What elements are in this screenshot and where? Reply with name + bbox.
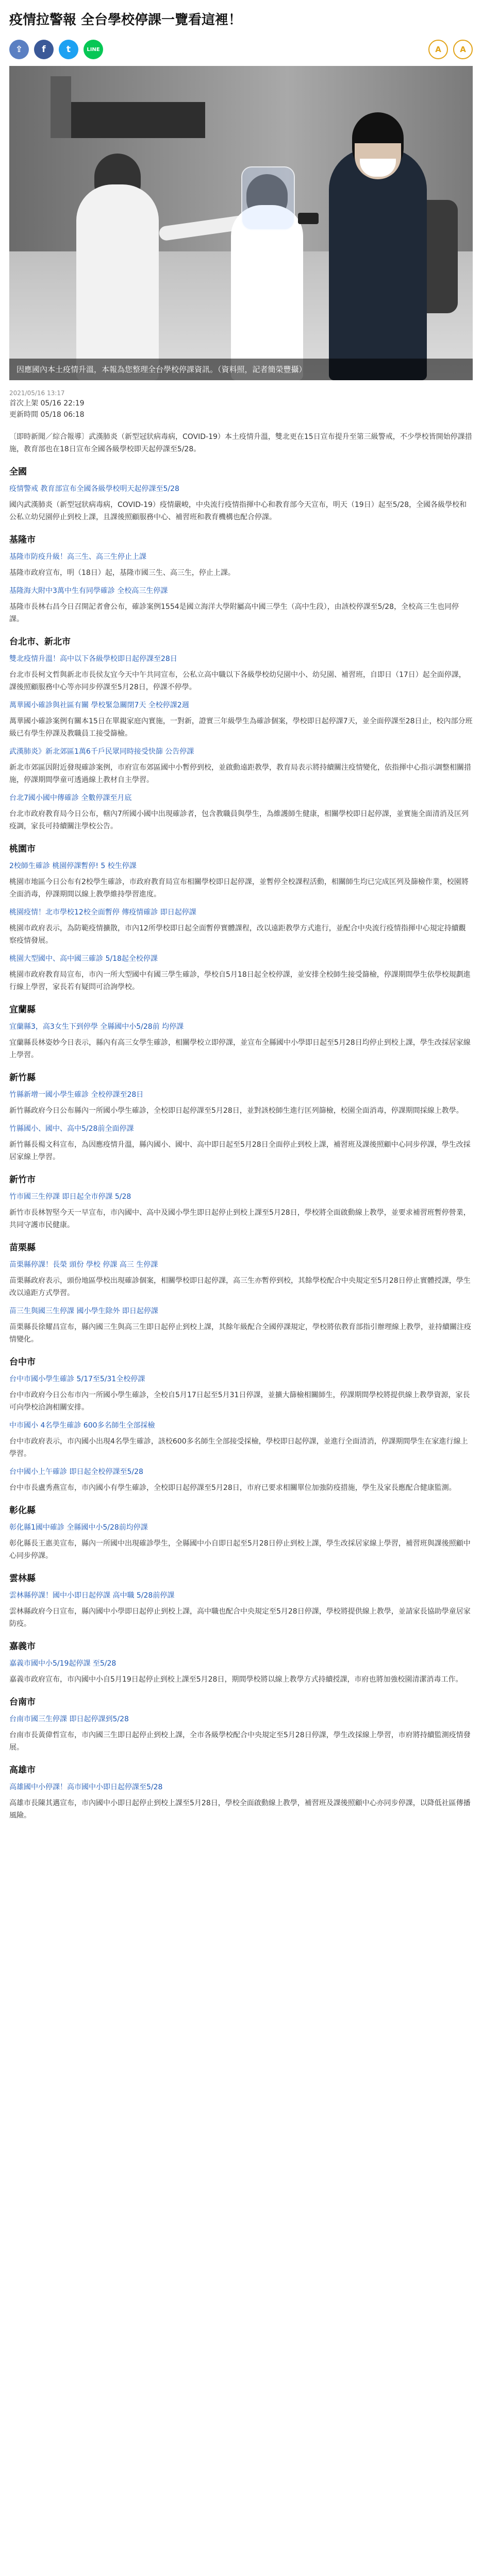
article-paragraph: 台南市長黃偉哲宣布，市內國三生即日起停止到校上課，全市各級學校配合中央規定至5月28日停課，學生改採線上學習，市府將持續監測疫情發展。 [9, 1731, 471, 1752]
related-news-link[interactable]: 嘉義市國中小5/19起停課 至5/28 [9, 1659, 117, 1668]
line-icon[interactable]: LINE [84, 40, 103, 59]
article-paragraph: 桃園市政府教育局宣布，市內一所大型國中有國三學生確診，學校自5月18日起全校停課，並安排全校師生接受篩檢，停課期間學生依學校規劃進行線上學習，家長若有疑問可洽詢學校。 [9, 971, 471, 991]
region-heading: 彰化縣 [9, 1505, 36, 1516]
article-paragraph: 新竹縣政府今日公布縣內一所國小學生確診，全校即日起停課至5月28日，並對該校師生進行匡列篩檢，校園全面消毒，停課期間採線上教學。 [9, 1107, 463, 1115]
article-paragraph: 萬華國小確診案例有關本15日在單親家庭內實施，一對新，證實三年級學生為確診個案，學校即日起停課7天，並全面停課至28日止，校內部分班級已有學生停課及教職員工接受篩檢。 [9, 717, 473, 738]
twitter-icon[interactable]: t [59, 40, 78, 59]
related-news-link[interactable]: 台中市國小學生確診 5/17至5/31全校停課 [9, 1375, 145, 1383]
related-news-link[interactable]: 台中國小上午確診 即日起全校停課至5/28 [9, 1468, 143, 1476]
related-news-link[interactable]: 桃園大型國中、高中國三確診 5/18起全校停課 [9, 955, 158, 963]
related-news-link[interactable]: 台南市國三生停課 即日起停課到5/28 [9, 1715, 129, 1723]
share-toolbar [9, 38, 473, 61]
article-paragraph: 國內武漢肺炎（新型冠狀病毒病，COVID-19）疫情嚴峻，中央流行疫情指揮中心和教育部今天宣布，明天（19日）起至5/28，全國各級學校和公私立幼兒園停止到校上課，且課後照顧服務中心、補習班和教育機構也配合停課。 [9, 501, 467, 521]
region-heading: 桃園市 [9, 844, 36, 854]
article-headline: 疫情拉警報 全台學校停課一覽看這裡！ [9, 12, 242, 28]
share-buttons [9, 40, 103, 59]
related-news-link[interactable]: 台北7國小國中傳確診 全數停課至月底 [9, 794, 132, 802]
photo-caption: 因應國內本土疫情升溫，本報為您整理全台學校停課資訊。（資料照，記者簡榮豐攝） [9, 359, 473, 380]
related-news-link[interactable]: 苗三生與國三生停課 國小學生除外 即日起停課 [9, 1307, 158, 1315]
related-news-link[interactable]: 宜蘭縣3，高3女生下到停學 全縣國中小5/28前 均停課 [9, 1023, 184, 1031]
article-paragraph: 桃園市政府表示，為防範疫情擴散，市內12所學校即日起全面暫停實體課程，改以遠距教學方式進行，並配合中央流行疫情指揮中心規定持續觀察疫情發展。 [9, 924, 466, 945]
related-news-link[interactable]: 疫情警戒 教育部宣布全國各級學校明天起停課至5/28 [9, 485, 179, 493]
article-paragraph: 高雄市長陳其邁宣布，市內國中小即日起停止到校上課至5月28日，學校全面啟動線上教學，補習班及課後照顧中心亦同步停課，以降低社區傳播風險。 [9, 1799, 471, 1820]
photo-person [76, 184, 159, 380]
related-news-link[interactable]: 竹市國三生停課 即日起全市停課 5/28 [9, 1193, 131, 1201]
photo-person [231, 205, 303, 380]
article-meta [9, 380, 473, 423]
thermometer [298, 213, 319, 224]
region-heading: 宜蘭縣 [9, 1005, 36, 1015]
related-news-link[interactable]: 基隆海大附中3萬中生有同學確診 全校高三生停課 [9, 587, 168, 595]
related-news-link[interactable]: 中市國小 4名學生確診 600多名師生全部採檢 [9, 1421, 155, 1430]
photo-sign [71, 102, 205, 138]
article-paragraph: 彰化縣長王惠美宣布，縣內一所國中出現確診學生，全縣國中小自即日起至5月28日停止到校上課，學生改採居家線上學習，補習班與課後照顧中心同步停課。 [9, 1539, 471, 1560]
related-news-link[interactable]: 高雄國中小停課！高市國中小即日起停課至5/28 [9, 1783, 163, 1791]
region-heading: 苗栗縣 [9, 1243, 36, 1253]
article-paragraph: 台北市長柯文哲與新北市長侯友宜今天中午共同宣布，公私立高中職以下各級學校幼兒園中小、幼兒園、補習班，自即日（17日）起全面停課，課後照顧服務中心等亦同步停課至5月28日，停課不停學。 [9, 671, 466, 691]
hero-photo [9, 66, 473, 380]
region-heading: 嘉義市 [9, 1641, 36, 1652]
region-heading: 雲林縣 [9, 1573, 36, 1584]
article-paragraph: 基隆市政府宣布，明（18日）起，基隆市國三生、高三生，停止上課。 [9, 569, 235, 577]
article-paragraph: 新竹縣長楊文科宣布，為因應疫情升溫，縣內國小、國中、高中即日起至5月28日全面停止到校上課，補習班及課後照顧中心同步停課，學生改採居家線上學習。 [9, 1141, 471, 1161]
related-news-link[interactable]: 雲林縣停課！國中小即日起停課 高中職 5/28前停課 [9, 1591, 175, 1600]
font-decrease-button[interactable]: A [428, 40, 448, 59]
article-paragraph: 嘉義市政府宣布，市內國中小自5月19日起停止到校上課至5月28日，期間學校將以線上教學方式持續授課，市府也將加強校園清潔消毒工作。 [9, 1675, 463, 1684]
article-paragraph: 苗栗縣政府表示，頭份地區學校出現確診個案，相關學校即日起停課，高三生亦暫停到校，其餘學校配合中央規定至5月28日停止實體授課，學生改以遠距方式學習。 [9, 1277, 471, 1297]
updated-time: 更新時間 05/18 06:18 [9, 411, 85, 419]
facebook-icon[interactable]: f [34, 40, 54, 59]
share-icon[interactable]: ⇪ [9, 40, 29, 59]
photo-student [329, 148, 427, 380]
article-paragraph: 宜蘭縣長林姿妙今日表示，縣內有高三女學生確診，相關學校立即停課，並宣布全縣國中小學即日起至5月28日均停止到校上課，學生改採居家線上學習。 [9, 1039, 471, 1059]
article-paragraph: 雲林縣政府今日宣布，縣內國中小學即日起停止到校上課，高中職也配合中央規定至5月28日停課，學校將提供線上教學，並請家長協助學童居家防疫。 [9, 1607, 471, 1628]
related-news-link[interactable]: 雙北疫情升溫！高中以下各級學校即日起停課至28日 [9, 655, 177, 663]
face-shield [241, 166, 295, 230]
region-heading: 台南市 [9, 1697, 36, 1707]
related-news-link[interactable]: 萬華國小確診與社區有關 學校緊急關閉7天 全校停課2週 [9, 701, 189, 709]
article-paragraph: 台北市政府教育局今日公布，轄內7所國小國中出現確診者，包含教職員與學生，為維護師生健康，相關學校即日起停課，並實施全面清消及匡列疫調，家長可持續關注學校公告。 [9, 810, 469, 831]
article-paragraph: 台中市政府今日公布市內一所國小學生確診，全校自5月17日起至5月31日停課，並擴大篩檢相關師生，停課期間學校將提供線上教學資源，家長可向學校洽詢相關安排。 [9, 1391, 470, 1412]
related-news-link[interactable]: 2校師生確診 桃園停課暫停! 5 校生停課 [9, 862, 137, 870]
region-heading: 基隆市 [9, 535, 36, 545]
font-increase-button[interactable]: A [453, 40, 473, 59]
region-heading: 台中市 [9, 1357, 36, 1367]
article-paragraph: 新北市郊區因附近發現確診案例，市府宣布郊區國中小暫停到校，並啟動遠距教學，教育局表示將持續關注疫情變化，依指揮中心指示調整相關措施，停課期間學童可透過線上教材自主學習。 [9, 764, 471, 784]
region-heading: 新竹市 [9, 1175, 36, 1185]
related-news-link[interactable]: 竹縣新增一國小學生確診 全校停課至28日 [9, 1091, 144, 1099]
related-news-link[interactable]: 武漢肺炎》新北郊區1萬6千戶民眾同時接受快篩 公告停課 [9, 748, 194, 756]
article-paragraph: 新竹市長林智堅今天一早宣布，市內國中、高中及國小學生即日起停止到校上課至5月28日，學校將全面啟動線上教學，並要求補習班暫停營業，共同守護市民健康。 [9, 1209, 471, 1229]
region-heading: 高雄市 [9, 1765, 36, 1775]
region-heading: 全國 [9, 467, 27, 477]
related-news-link[interactable]: 基隆市防疫升級！高三生、高三生停止上課 [9, 553, 146, 561]
article-paragraph: 桃園市地區今日公布有2校學生確診，市政府教育局宣布相關學校即日起停課，並暫停全校課程活動，相關師生均已完成匡列及篩檢作業，校園將全面消毒，停課期間以線上教學維持學習進度。 [9, 878, 469, 899]
article-intro: 〔即時新聞／綜合報導〕武漢肺炎（新型冠狀病毒病，COVID-19）本土疫情升溫，雙北更在15日宣布提升至第三級警戒，不少學校皆開始停課措施，教育部也在18日宣布全國各級學校即天起停課至5/28。 [9, 433, 472, 453]
related-news-link[interactable]: 竹縣國小、國中、高中5/28前全面停課 [9, 1125, 134, 1133]
region-heading: 新竹縣 [9, 1073, 36, 1083]
related-news-link[interactable]: 桃園疫情！北市學校12校全面暫停 傳疫情確診 即日起停課 [9, 908, 196, 917]
region-heading: 台北市、新北市 [9, 637, 71, 647]
article-paragraph: 台中市長盧秀燕宣布，市內國小有學生確診，全校即日起停課至5月28日，市府已要求相關單位加強防疫措施，學生及家長應配合健康監測。 [9, 1484, 456, 1492]
photo-lamp [51, 76, 71, 138]
publish-date: 2021/05/16 13:17 [9, 389, 65, 397]
related-news-link[interactable]: 苗栗縣停課！長榮 頭份 學校 停課 高三 生停課 [9, 1261, 158, 1269]
article-paragraph: 基隆市長林右昌今日召開記者會公布，確診案例1554是國立海洋大學附屬高中國三學生（高中生段），由該校停課至5/28，全校高三生也同停課。 [9, 603, 459, 623]
font-size-controls [428, 40, 473, 59]
article-paragraph: 苗栗縣長徐耀昌宣布，縣內國三生與高三生即日起停止到校上課，其餘年級配合全國停課規定，學校將依教育部指引辦理線上教學，並持續關注疫情變化。 [9, 1323, 471, 1344]
related-news-link[interactable]: 彰化縣1國中確診 全縣國中小5/28前均停課 [9, 1523, 148, 1532]
article-body [9, 431, 473, 1822]
first-published: 首次上架 05/16 22:19 [9, 399, 85, 408]
article-paragraph: 台中市政府表示，市內國小出現4名學生確診，該校600多名師生全部接受採檢，學校即日起停課，並進行全面清消，停課期間學生在家進行線上學習。 [9, 1437, 468, 1458]
